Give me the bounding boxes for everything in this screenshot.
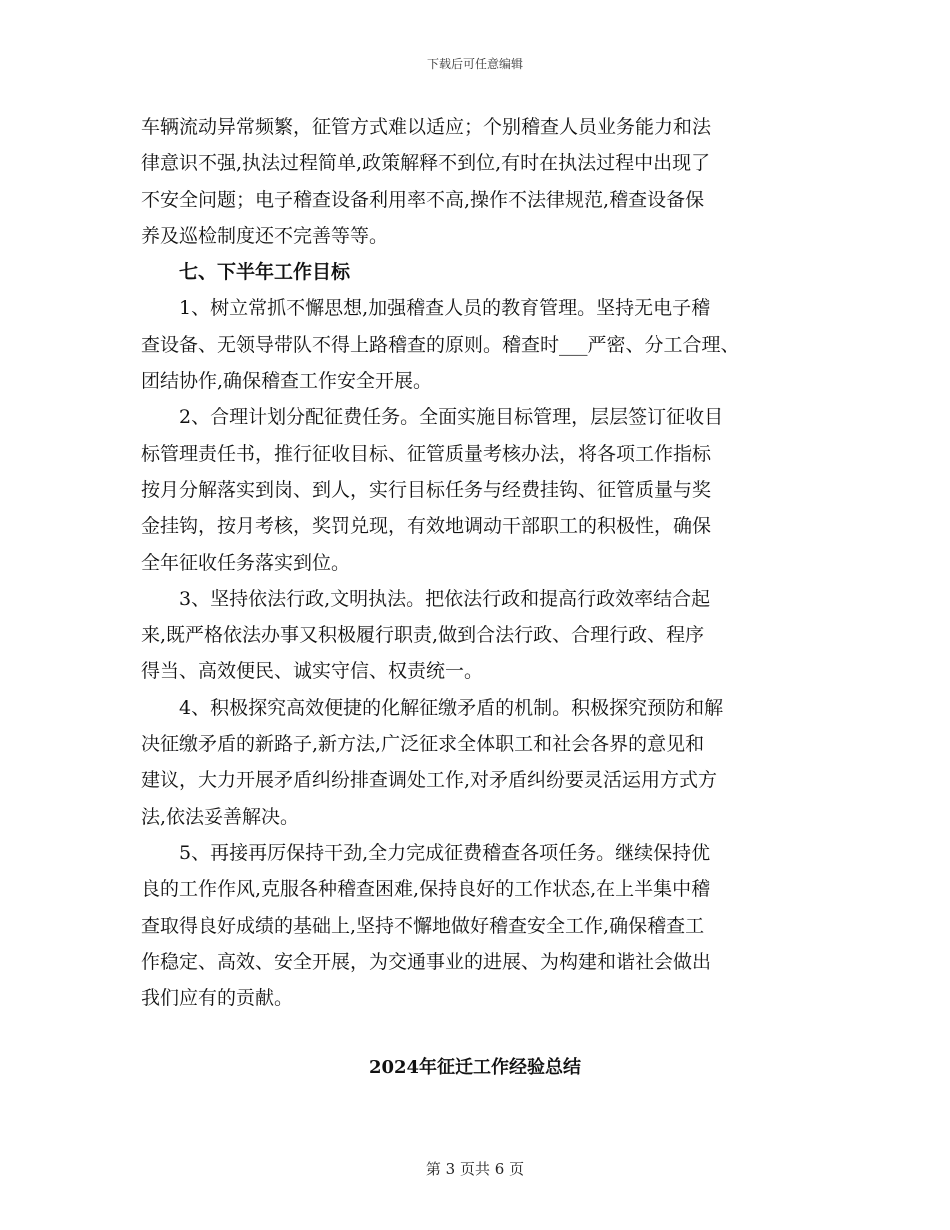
- text-line: 得当、高效便民、诚实守信、权责统一。: [141, 660, 484, 683]
- page-header: 下载后可任意编辑: [426, 57, 523, 71]
- page-footer: 第 3 页共 6 页: [425, 1160, 525, 1178]
- text-line: 团结协作,确保稽查工作安全开展。: [141, 370, 433, 393]
- text-line: 养及巡检制度还不完善等等。: [141, 224, 389, 247]
- text-line: 全年征收任务落实到位。: [141, 551, 351, 574]
- text-line: 法,依法妥善解决。: [141, 805, 300, 828]
- text-line: 金挂钩，按月考核，奖罚兑现，有效地调动干部职工的积极性，确保: [141, 515, 712, 538]
- section-heading: 七、下半年工作目标: [179, 261, 351, 284]
- document-title: 2024年征迁工作经验总结: [368, 1057, 582, 1078]
- text-line: 良的工作作风,克服各种稽查困难,保持良好的工作状态,在上半集中稽: [141, 878, 711, 901]
- text-line: 1、树立常抓不懈思想,加强稽查人员的教育管理。坚持无电子稽: [179, 297, 711, 320]
- text-line: 车辆流动异常频繁，征管方式难以适应；个别稽查人员业务能力和法: [141, 116, 712, 138]
- text-line: 2、合理计划分配征费任务。全面实施目标管理，层层签订征收目: [179, 406, 724, 429]
- text-line: 查取得良好成绩的基础上,坚持不懈地做好稽查安全工作,确保稽查工: [141, 914, 705, 937]
- text-line: 查设备、无领导带队不得上路稽查的原则。稽查时___严密、分工合理、: [141, 333, 740, 356]
- body-text: [141, 112, 811, 1019]
- text-line: 建议，大力开展矛盾纠纷排查调处工作,对矛盾纠纷要灵活运用方式方: [141, 769, 718, 792]
- text-line: 律意识不强,执法过程简单,政策解释不到位,有时在执法过程中出现了: [141, 152, 711, 175]
- text-line: 标管理责任书，推行征收目标、征管质量考核办法，将各项工作指标: [141, 442, 712, 465]
- text-line: 4、积极探究高效便捷的化解征缴矛盾的机制。积极探究预防和解: [179, 696, 724, 719]
- text-line: 作稳定、高效、安全开展，为交通事业的进展、为构建和谐社会做出: [141, 950, 712, 973]
- text-line: 决征缴矛盾的新路子,新方法,广泛征求全体职工和社会各界的意见和: [141, 733, 705, 756]
- text-line: 5、再接再厉保持干劲,全力完成征费稽查各项任务。继续保持优: [179, 841, 711, 864]
- text-line: 来,既严格依法办事又积极履行职责,做到合法行政、合理行政、程序: [141, 624, 705, 647]
- text-line: 按月分解落实到岗、到人，实行目标任务与经费挂钩、征管质量与奖: [141, 478, 712, 501]
- text-line: 不安全问题；电子稽查设备利用率不高,操作不法律规范,稽查设备保: [141, 188, 705, 211]
- text-line: 我们应有的贡献。: [141, 987, 294, 1010]
- text-line: 3、坚持依法行政,文明执法。把依法行政和提高行政效率结合起: [179, 587, 711, 610]
